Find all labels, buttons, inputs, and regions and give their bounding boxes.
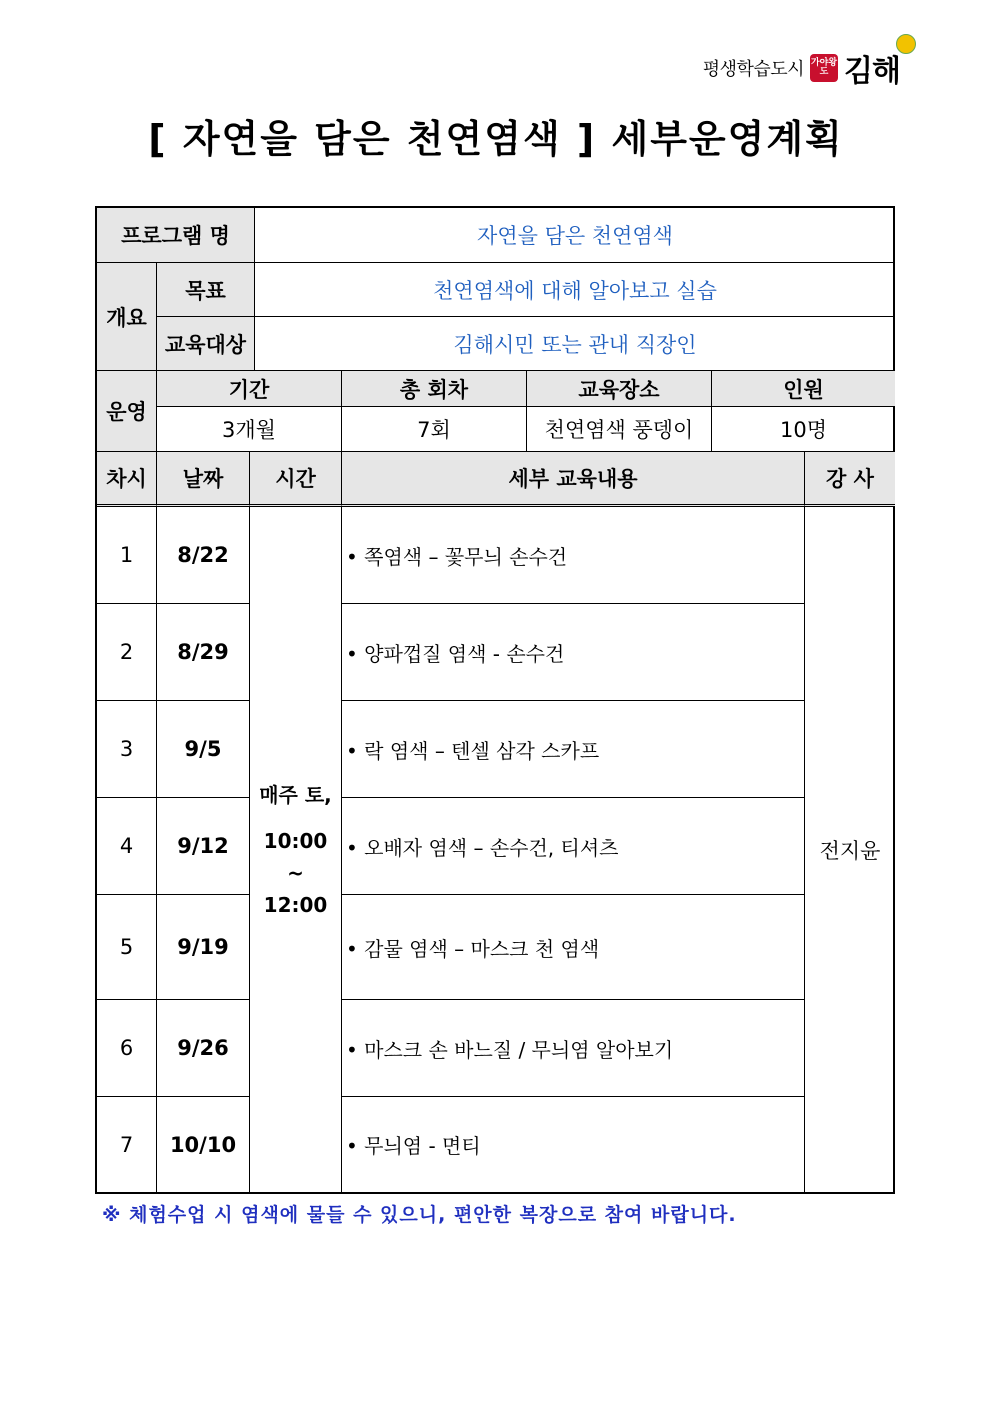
program-label: 프로그램 명 [97,208,255,263]
session-content: • 양파껍질 염색 - 손수건 [342,604,805,701]
brand-name-text: 김해 [844,54,900,89]
program-value: 자연을 담은 천연염색 [255,208,895,263]
session-content: • 오배자 염색 – 손수건, 티셔츠 [342,798,805,895]
session-date: 8/22 [157,507,250,604]
schedule-header-session: 차시 [97,452,157,507]
session-number: 4 [97,798,157,895]
target-label: 교육대상 [157,317,255,371]
operation-header-place: 교육장소 [527,371,712,407]
schedule-header-date: 날짜 [157,452,250,507]
session-content: • 무늬염 - 면티 [342,1097,805,1192]
time-start: 10:00 [263,828,328,853]
session-number: 5 [97,895,157,1000]
schedule-instructor: 전지윤 [819,838,881,863]
operation-value-sessions: 7회 [342,407,527,452]
brand-seal: 가야왕도 [810,54,838,82]
session-date: 10/10 [157,1097,250,1192]
goal-label: 목표 [157,263,255,317]
page-title: [ 자연을 담은 천연염색 ] 세부운영계획 [148,117,844,161]
brand-logo [703,46,900,90]
session-content: • 쪽염색 – 꽃무늬 손수건 [342,507,805,604]
session-date: 9/19 [157,895,250,1000]
target-value: 김해시민 또는 관내 직장인 [255,317,895,371]
schedule-header-instructor: 강 사 [805,452,895,507]
plan-table [95,206,895,1194]
goal-value: 천연염색에 대해 알아보고 실습 [255,263,895,317]
schedule-header-content: 세부 교육내용 [342,452,805,507]
session-date: 9/12 [157,798,250,895]
time-separator: ~ [287,860,304,885]
schedule-header-time: 시간 [250,452,342,507]
brand-name [844,46,900,90]
session-date: 8/29 [157,604,250,701]
operation-header-sessions: 총 회차 [342,371,527,407]
session-number: 2 [97,604,157,701]
overview-label: 개요 [97,263,157,371]
session-content: • 락 염색 – 텐셀 삼각 스카프 [342,701,805,798]
operation-header-period: 기간 [157,371,342,407]
notice: ※ 체험수업 시 염색에 물들 수 있으니, 편안한 복장으로 참여 바랍니다. [102,1204,737,1226]
operation-value-period: 3개월 [157,407,342,452]
brand-text: 평생학습도시 [702,59,805,80]
time-end: 12:00 [263,892,328,917]
operation-value-capacity: 10명 [712,407,895,452]
session-date: 9/26 [157,1000,250,1097]
operation-header-capacity: 인원 [712,371,895,407]
session-content: • 마스크 손 바느질 / 무늬염 알아보기 [342,1000,805,1097]
session-number: 1 [97,507,157,604]
operation-value-place: 천연염색 풍뎅이 [527,407,712,452]
session-content: • 감물 염색 – 마스크 천 염색 [342,895,805,1000]
operation-label: 운영 [97,371,157,452]
session-number: 3 [97,701,157,798]
session-date: 9/5 [157,701,250,798]
session-number: 7 [97,1097,157,1192]
session-number: 6 [97,1000,157,1097]
brand-badge-icon [896,34,916,54]
time-day: 매주 토, [259,782,332,807]
schedule-time [250,507,342,1192]
